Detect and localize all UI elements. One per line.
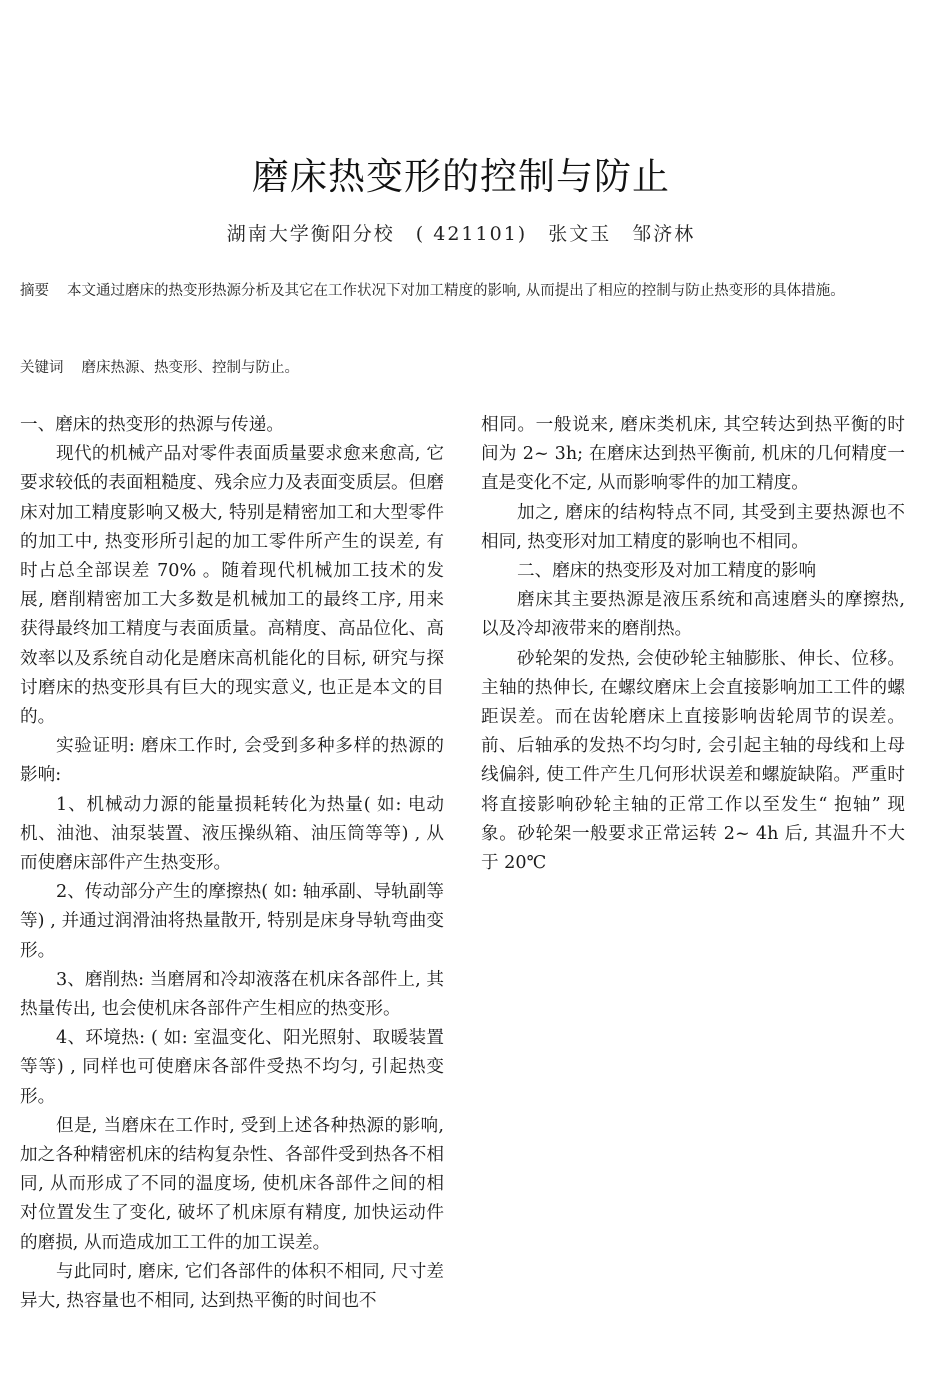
author-affiliation: 湖南大学衡阳分校 ( 421101) 张文玉 邹济林 — [226, 223, 696, 245]
paragraph: 砂轮架的发热, 会使砂轮主轴膨胀、伸长、位移。主轴的热伸长, 在螺纹磨床上会直接影响加工工件的螺距误差。而在齿轮磨床上直接影响齿轮周节的误差。前、后轴承的发热不均匀时, 会引起主轴的母线和上母线偏斜, 使工件产生几何形状误差和螺旋缺陷。严重时将直接影响砂轮主轴的正常工作以至发生“ 抱轴” 现象。砂轮架一般要求正常运转 2~ 4h 后, 其温升不大于 20℃ — [481, 648, 905, 874]
paragraph: 磨床其主要热源是液压系统和高速磨头的摩擦热, 以及冷却液带来的磨削热。 — [481, 590, 905, 640]
list-item: 1、机械动力源的能量损耗转化为热量( 如: 电动机、油池、油泵装置、液压操纵箱、油压筒等等) , 从而使磨床部件产生热变形。 — [20, 794, 444, 874]
abstract-text: 本文通过磨床的热变形热源分析及其它在工作状况下对加工精度的影响, 从而提出了相应的控制与防止热变形的具体措施。 — [67, 283, 845, 299]
right-column — [481, 411, 905, 878]
list-item: 4、环境热: ( 如: 室温变化、阳光照射、取暖装置等等) , 同样也可使磨床各部件受热不均匀, 引起热变形。 — [20, 1028, 444, 1107]
list-item: 3、磨削热: 当磨屑和冷却液落在机床各部件上, 其热量传出, 也会使机床各部件产生相应的热变形。 — [20, 969, 444, 1020]
paragraph: 实验证明: 磨床工作时, 会受到多种多样的热源的影响: — [20, 736, 444, 786]
section-heading: 一、磨床的热变形的热源与传递。 — [20, 415, 284, 435]
paragraph: 但是, 当磨床在工作时, 受到上述各种热源的影响, 加之各种精密机床的结构复杂性、各部件受到热各不相同, 从而形成了不同的温度场, 使机床各部件之间的相对位置发生了变化, 破坏了机床原有精度, 加快运动件的磨损, 从而造成加工工件的加工误差。 — [20, 1115, 444, 1253]
section-heading: 二、磨床的热变形及对加工精度的影响 — [517, 561, 817, 582]
paper-title: 磨床热变形的控制与防止 — [252, 155, 670, 198]
abstract-label: 摘要 — [20, 283, 49, 299]
keywords-text: 磨床热源、热变形、控制与防止。 — [81, 360, 299, 376]
keywords — [20, 356, 908, 381]
paragraph: 现代的机械产品对零件表面质量要求愈来愈高, 它要求较低的表面粗糙度、残余应力及表面变质层。但磨床对加工精度影响又极大, 特别是精密加工和大型零件的加工中, 热变形所引起的加工零件所产生的误差, 有时占总全部误差 70% 。随着现代机械加工技术的发展, 磨削精密加工大多数是机械加工的最终工序, 用来获得最终加工精度与表面质量。高精度、高品位化、高效率以及系统自动化是磨床高机能化的目标, 研究与探讨磨床的热变形具有巨大的现实意义, 也正是本文的目的。 — [20, 444, 444, 728]
abstract — [20, 279, 908, 304]
list-item: 2、传动部分产生的摩擦热( 如: 轴承副、导轨副等等) , 并通过润滑油将热量散开, 特别是床身导轨弯曲变形。 — [20, 882, 444, 961]
paragraph: 相同。一般说来, 磨床类机床, 其空转达到热平衡的时间为 2~ 3h; 在磨床达到热平衡前, 机床的几何精度一直是变化不定, 从而影响零件的加工精度。 — [481, 415, 905, 494]
left-column — [20, 411, 444, 1316]
keywords-label: 关键词 — [20, 360, 64, 376]
paragraph: 与此同时, 磨床, 它们各部件的体积不相同, 尺寸差异大, 热容量也不相同, 达到热平衡的时间也不 — [20, 1261, 444, 1312]
paragraph: 加之, 磨床的结构特点不同, 其受到主要热源也不相同, 热变形对加工精度的影响也不相同。 — [481, 502, 905, 552]
